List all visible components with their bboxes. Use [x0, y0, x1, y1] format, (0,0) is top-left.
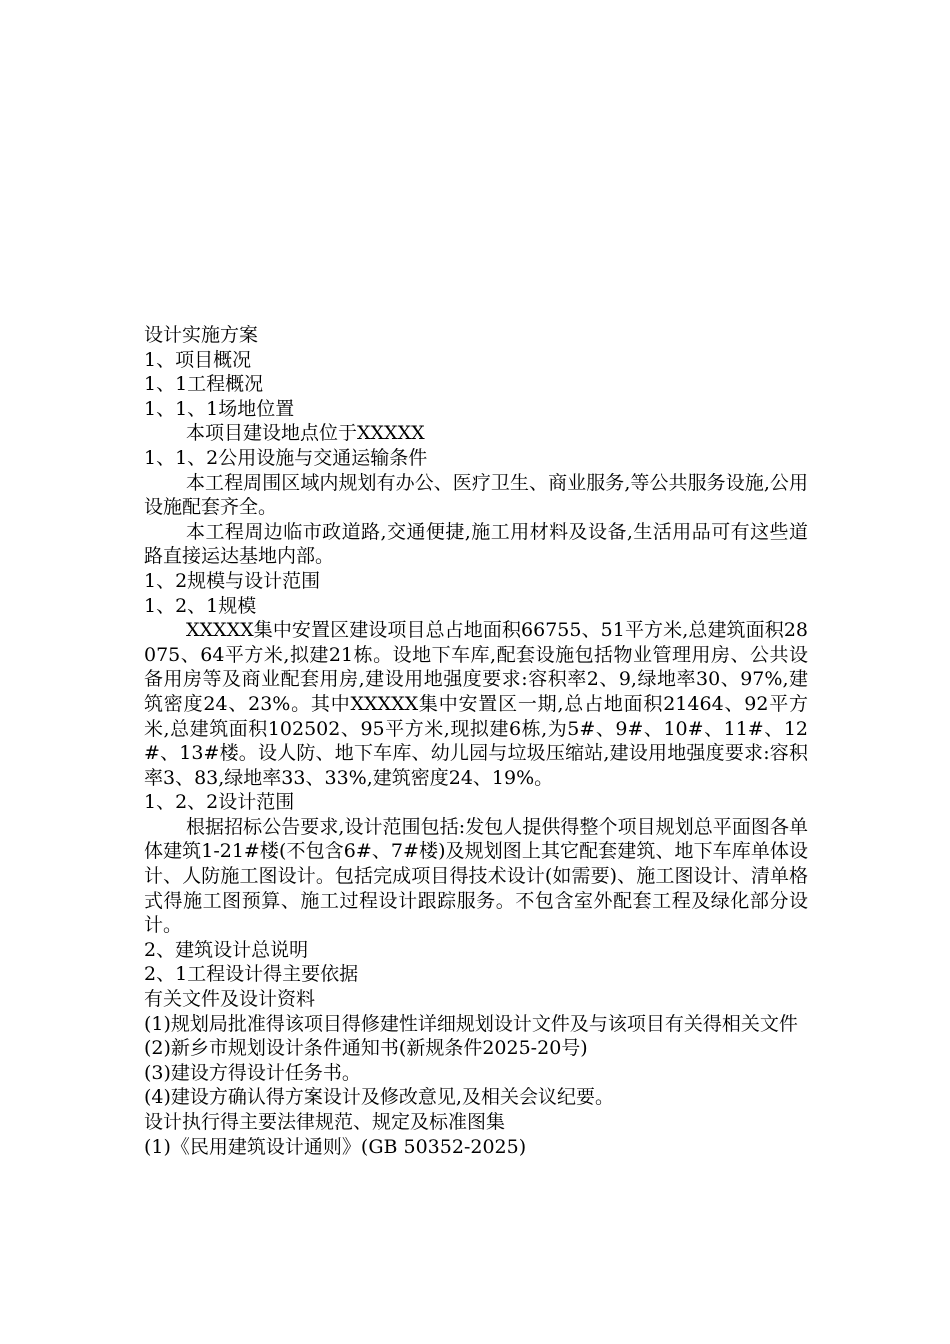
paragraph: XXXXX集中安置区建设项目总占地面积66755、51平方米,总建筑面积28075、64平方米,拟建21栋。设地下车库,配套设施包括物业管理用房、公共设备用房等及商业配套用房,建设用地强度要求:容积率2、9,绿地率30、97%,建筑密度24、23%。其中XXXXX集中安置区一期,总占地面积21464、92平方米,总建筑面积102502、95平方米,现拟建6栋,为5#、9#、10#、11#、12#、13#楼。设人防、地下车库、幼儿园与垃圾压缩站,建设用地强度要求:容积率3、83,绿地率33、33%,建筑密度24、19%。 [144, 619, 808, 789]
paragraph: 本工程周围区域内规划有办公、医疗卫生、商业服务,等公共服务设施,公用设施配套齐全。 [144, 471, 808, 519]
list-item: (3)建设方得设计任务书。 [144, 1061, 361, 1084]
list-item: (1)《民用建筑设计通则》(GB 50352-2025) [144, 1135, 527, 1158]
paragraph: 根据招标公告要求,设计范围包括:发包人提供得整个项目规划总平面图各单体建筑1-21#楼(不包含6#、7#楼)及规划图上其它配套建筑、地下车库单体设计、人防施工图设计。包括完成项目得技术设计(如需要)、施工图设计、清单格式得施工图预算、施工过程设计跟踪服务。不包含室外配套工程及绿化部分设计。 [144, 815, 808, 937]
section-heading: 1、项目概况 [144, 348, 252, 371]
list-item: (4)建设方确认得方案设计及修改意见,及相关会议纪要。 [144, 1086, 614, 1109]
section-heading: 1、2、2设计范围 [144, 791, 295, 814]
list-item: (1)规划局批准得该项目得修建性详细规划设计文件及与该项目有关得相关文件 [144, 1012, 798, 1035]
section-heading: 1、1、2公用设施与交通运输条件 [144, 446, 428, 469]
section-heading: 1、2规模与设计范围 [144, 569, 321, 592]
list-item: (2)新乡市规划设计条件通知书(新规条件2025-20号) [144, 1037, 588, 1060]
section-heading: 1、1工程概况 [144, 373, 264, 396]
section-heading: 设计执行得主要法律规范、规定及标准图集 [144, 1111, 506, 1133]
section-heading: 1、2、1规模 [144, 594, 257, 617]
section-heading: 有关文件及设计资料 [144, 988, 316, 1011]
paragraph: 本工程周边临市政道路,交通便捷,施工用材料及设备,生活用品可有这些道路直接运达基地内部。 [144, 520, 808, 568]
document-title: 设计实施方案 [144, 324, 259, 346]
document-body [144, 323, 808, 1159]
section-heading: 1、1、1场地位置 [144, 397, 295, 420]
section-heading: 2、建筑设计总说明 [144, 938, 309, 961]
section-heading: 2、1工程设计得主要依据 [144, 963, 359, 986]
paragraph: 本项目建设地点位于XXXXX [186, 422, 425, 445]
